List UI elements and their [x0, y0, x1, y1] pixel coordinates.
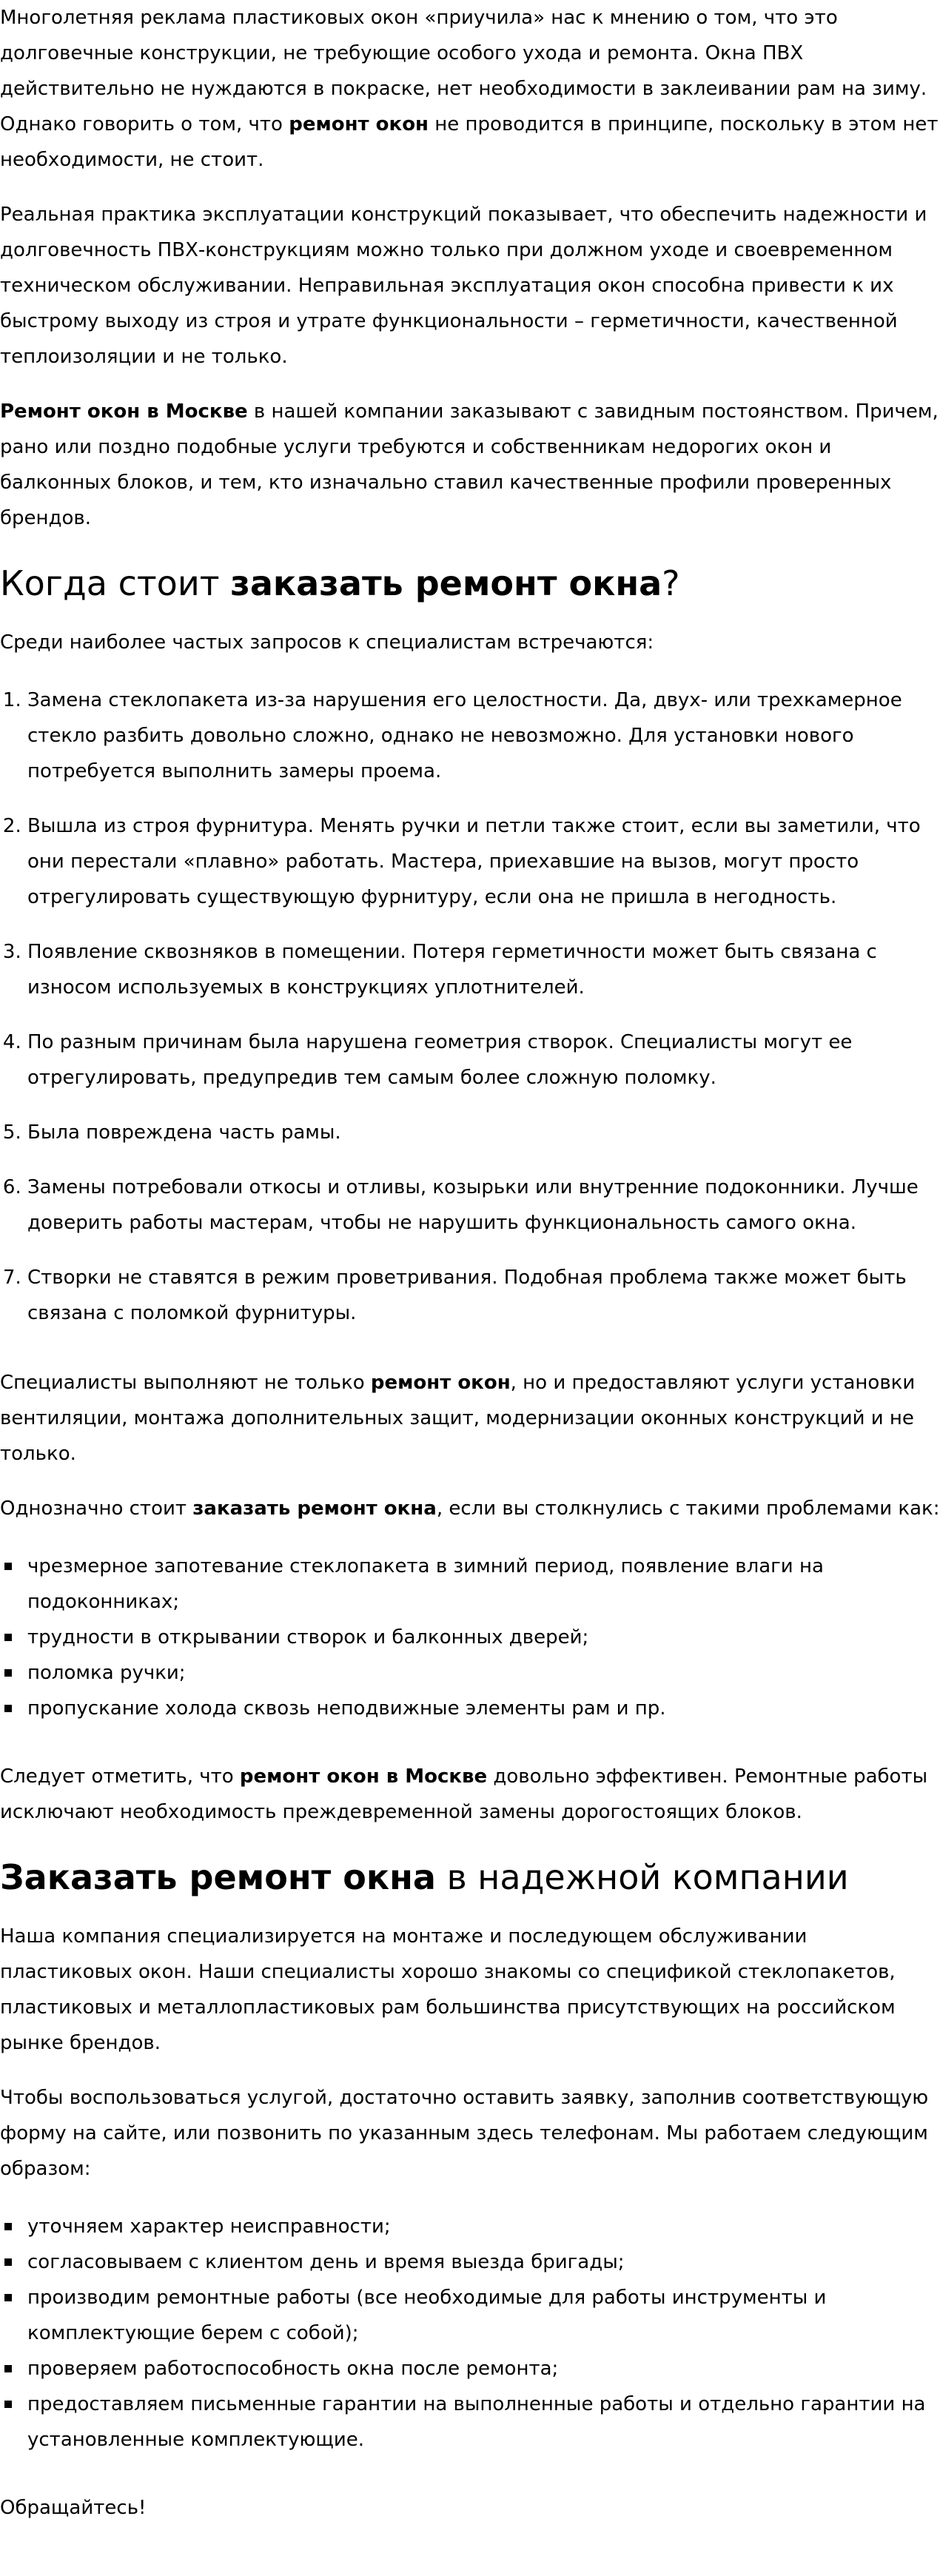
list-item: 3. Появление сквозняков в помещении. Потеря герметичности может быть связана с износом используемых в конструкциях уплотнителей. — [27, 934, 940, 1005]
list-item: 6. Замены потребовали откосы и отливы, козырьки или внутренние подоконники. Лучше доверить работы мастерам, чтобы не нарушить функциональность самого окна. — [27, 1170, 940, 1241]
intro-p3-text: в нашей компании заказывают с завидным постоянством. Причем, рано или поздно подобные услуги требуются и собственникам недорогих окон и балконных блоков, и тем, кто изначально ставил качественные профили проверенных брендов. — [0, 400, 939, 529]
square-bullet-icon — [4, 2258, 12, 2266]
workflow-steps-list — [0, 2209, 940, 2458]
list-item-text: производим ремонтные работы (все необходимые для работы инструменты и комплектующие берем с собой); — [27, 2287, 827, 2344]
square-bullet-icon — [4, 1563, 12, 1570]
problems-intro-text-after: , если вы столкнулись с такими проблемами как: — [436, 1497, 940, 1520]
section-2-heading-text: в надежной компании — [435, 1857, 849, 1897]
square-bullet-icon — [4, 1705, 12, 1712]
services-bold: ремонт окон — [370, 1372, 511, 1394]
list-item-text: пропускание холода сквозь неподвижные элементы рам и пр. — [27, 1697, 666, 1720]
problems-intro-bold: заказать ремонт окна — [192, 1497, 437, 1520]
list-item-text: проверяем работоспособность окна после ремонта; — [27, 2358, 559, 2380]
problems-list — [0, 1549, 940, 1726]
conclusion-text: Следует отметить, что — [0, 1765, 240, 1788]
list-item-text: согласовываем с клиентом день и время выезда бригады; — [27, 2251, 625, 2273]
section-2-heading — [0, 1856, 940, 1898]
intro-p3-bold: Ремонт окон в Москве — [0, 400, 248, 423]
list-item — [27, 2280, 940, 2351]
conclusion-text-after: довольно эффективен. Ремонтные работы исключают необходимость преждевременной замены дорогостоящих блоков. — [0, 1765, 928, 1823]
order-paragraph: Чтобы воспользоваться услугой, достаточно оставить заявку, заполнив соответствующую форму на сайте, или позвонить по указанным здесь телефонам. Мы работаем следующим образом: — [0, 2087, 929, 2180]
list-item: 2. Вышла из строя фурнитура. Менять ручки и петли также стоит, если вы заметили, что они перестали «плавно» работать. Мастера, приехавшие на вызов, могут просто отрегулировать существующую фурнитуру, если она не пришла в негодность. — [27, 808, 940, 915]
conclusion-paragraph — [0, 1759, 940, 1830]
list-item-text: трудности в открывании створок и балконных дверей; — [27, 1626, 589, 1648]
section-1-heading — [0, 563, 940, 604]
intro-paragraph-3 — [0, 394, 940, 536]
square-bullet-icon — [4, 2294, 12, 2301]
square-bullet-icon — [4, 2365, 12, 2372]
square-bullet-icon — [4, 2223, 12, 2230]
repair-reasons-list — [0, 682, 940, 1331]
section-1-lead: Среди наиболее частых запросов к специалистам встречаются: — [0, 631, 654, 654]
services-paragraph — [0, 1365, 940, 1472]
list-item: 5. Была повреждена часть рамы. — [27, 1115, 940, 1150]
square-bullet-icon — [4, 1669, 12, 1677]
list-item — [27, 1691, 940, 1726]
list-item — [27, 2244, 940, 2280]
list-item-text: уточняем характер неисправности; — [27, 2216, 391, 2238]
list-item — [27, 2387, 940, 2458]
section-2-heading-bold: Заказать ремонт окна — [0, 1857, 436, 1897]
square-bullet-icon — [4, 1634, 12, 1641]
services-text-after: , но и предоставляют услуги установки вентиляции, монтажа дополнительных защит, модернизации оконных конструкций и не только. — [0, 1372, 916, 1465]
list-item — [27, 1620, 940, 1655]
list-item — [27, 2209, 940, 2244]
closing-text: Обращайтесь! — [0, 2497, 147, 2519]
list-item-text: предоставляем письменные гарантии на выполненные работы и отдельно гарантии на установленные комплектующие. — [27, 2393, 926, 2451]
intro-p1-text-after: не проводится в принципе, поскольку в этом нет необходимости, не стоит. — [0, 113, 939, 171]
section-1-heading-end: ? — [662, 563, 680, 603]
problems-intro-paragraph — [0, 1491, 940, 1526]
intro-paragraph-2: Реальная практика эксплуатации конструкций показывает, что обеспечить надежности и долговечность ПВХ-конструкциям можно только при должном уходе и своевременном техническом обслуживании. Неправильная эксплуатация окон способна привести к их быстрому выходу из строя и утрате функциональности – герметичности, качественной теплоизоляции и не только. — [0, 204, 927, 368]
intro-p1-text: Многолетняя реклама пластиковых окон «приучила» нас к мнению о том, что это долговечные конструкции, не требующие особого ухода и ремонта. Окна ПВХ действительно не нуждаются в покраске, нет необходимости в заклеивании рам на зиму. Однако говорить о том, что — [0, 7, 927, 135]
list-item — [27, 1549, 940, 1620]
square-bullet-icon — [4, 2401, 12, 2408]
list-item-text: чрезмерное запотевание стеклопакета в зимний период, появление влаги на подоконниках; — [27, 1555, 824, 1613]
list-item: 7. Створки не ставятся в режим проветривания. Подобная проблема также может быть связана с поломкой фурнитуры. — [27, 1260, 940, 1331]
section-1-heading-text: Когда стоит — [0, 563, 231, 603]
list-item — [27, 2351, 940, 2387]
section-1-heading-bold: заказать ремонт окна — [230, 563, 662, 603]
list-item — [27, 1655, 940, 1691]
intro-paragraph-1 — [0, 0, 940, 178]
intro-p1-bold: ремонт окон — [289, 113, 429, 135]
list-item: 1. Замена стеклопакета из-за нарушения его целостности. Да, двух- или трехкамерное стекло разбить довольно сложно, однако не невозможно. Для установки нового потребуется выполнить замеры проема. — [27, 682, 940, 789]
problems-intro-text: Однозначно стоит — [0, 1497, 193, 1520]
services-text: Специалисты выполняют не только — [0, 1372, 371, 1394]
company-paragraph: Наша компания специализируется на монтаже и последующем обслуживании пластиковых окон. Наши специалисты хорошо знакомы со спецификой стеклопакетов, пластиковых и металлопластиковых рам большинства присутствующих на российском рынке брендов. — [0, 1925, 896, 2054]
list-item: 4. По разным причинам была нарушена геометрия створок. Специалисты могут ее отрегулировать, предупредив тем самым более сложную поломку. — [27, 1024, 940, 1096]
conclusion-bold: ремонт окон в Москве — [239, 1765, 488, 1788]
list-item-text: поломка ручки; — [27, 1662, 186, 1684]
